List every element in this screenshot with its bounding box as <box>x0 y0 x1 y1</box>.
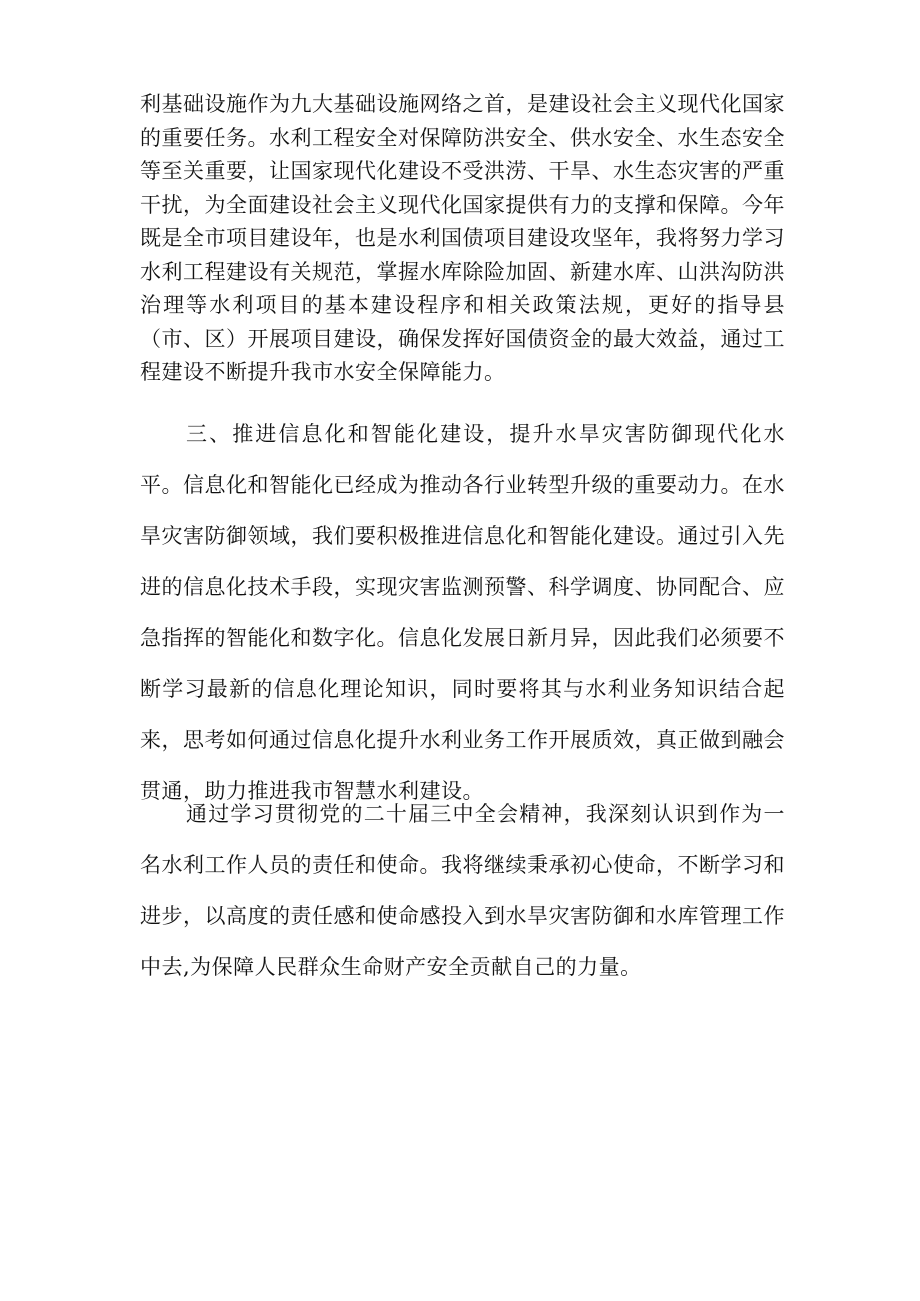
paragraph-conclusion: 通过学习贯彻党的二十届三中全会精神，我深刻认识到作为一名水利工作人员的责任和使命。我将继续秉承初心使命，不断学习和进步，以高度的责任感和使命感投入到水旱灾害防御和水库管理工作中去,为保障人民群众生命财产安全贡献自己的力量。 <box>140 802 785 979</box>
paragraph-water-infrastructure: 利基础设施作为九大基础设施网络之首，是建设社会主义现代化国家的重要任务。水利工程安全对保障防洪安全、供水安全、水生态安全等至关重要，让国家现代化建设不受洪涝、干旱、水生态灾害的严重干扰，为全面建设社会主义现代化国家提供有力的支撑和保障。今年既是全市项目建设年，也是水利国债项目建设攻坚年，我将努力学习水利工程建设有关规范，掌握水库除险加固、新建水库、山洪沟防洪治理等水利项目的基本建设程序和相关政策法规，更好的指导县（市、区）开展项目建设，确保发挥好国债资金的最大效益，通过工程建设不断提升我市水安全保障能力。 <box>140 92 785 384</box>
paragraph-informatization: 三、推进信息化和智能化建设，提升水旱灾害防御现代化水平。信息化和智能化已经成为推动各行业转型升级的重要动力。在水旱灾害防御领域，我们要积极推进信息化和智能化建设。通过引入先进的信息化技术手段，实现灾害监测预警、科学调度、协同配合、应急指挥的智能化和数字化。信息化发展日新月异，因此我们必须要不断学习最新的信息化理论知识，同时要将其与水利业务知识结合起来，思考如何通过信息化提升水利业务工作开展质效，真正做到融会贯通，助力推进我市智慧水利建设。 <box>140 422 785 803</box>
